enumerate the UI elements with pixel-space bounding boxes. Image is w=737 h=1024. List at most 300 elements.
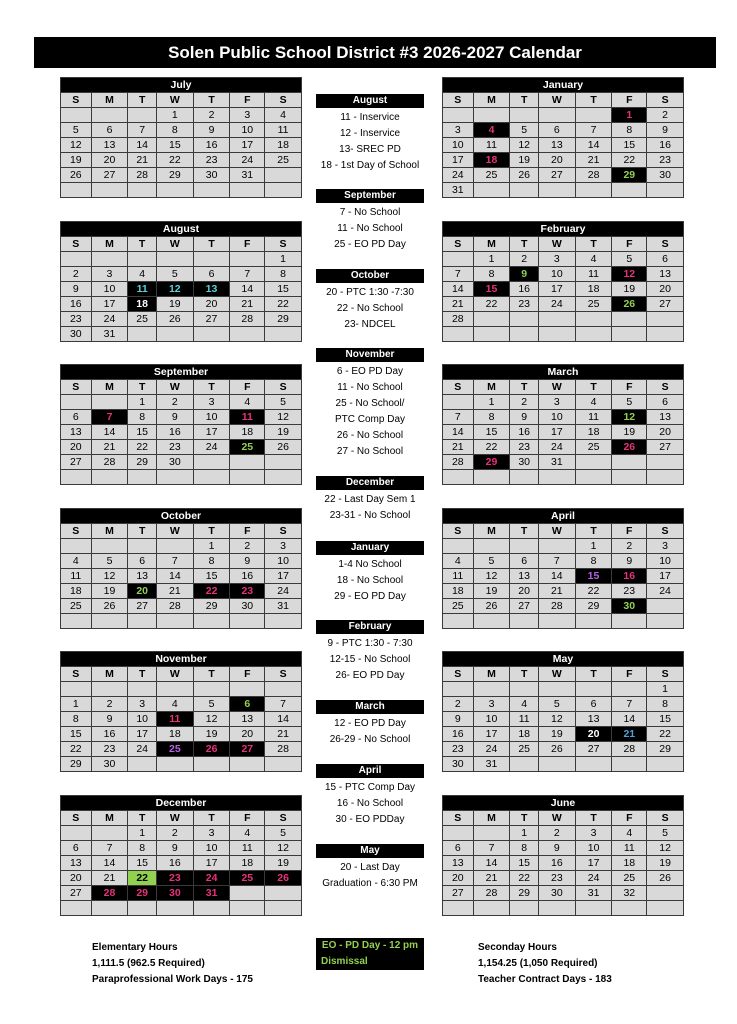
event-line: 30 - EO PDDay [335,814,405,825]
day-cell: 11 [265,123,302,138]
month-name: November [61,652,302,667]
event-line: 20 - Last Day [340,862,400,873]
day-cell: 28 [230,312,265,327]
day-cell: 18 [510,727,539,742]
day-cell: 15 [575,569,612,584]
day-cell: 7 [91,410,128,425]
day-cell: 5 [538,697,575,712]
empty-day-cell [538,327,575,342]
event-line: 1-4 No School [338,559,402,570]
day-cell: 8 [128,410,157,425]
day-cell: 21 [156,584,193,599]
day-cell: 15 [193,569,230,584]
day-cell: 27 [61,886,92,901]
empty-day-cell [128,901,157,916]
weekday-header: T [575,667,612,682]
day-cell: 14 [538,569,575,584]
day-cell: 8 [575,554,612,569]
empty-day-cell [647,614,684,629]
day-cell: 20 [230,727,265,742]
empty-day-cell [193,614,230,629]
month-name: May [443,652,684,667]
day-cell: 19 [91,584,128,599]
day-cell: 30 [91,757,128,772]
events-november [316,348,424,460]
day-cell: 26 [91,599,128,614]
day-cell: 20 [193,297,230,312]
empty-day-cell [473,327,510,342]
empty-day-cell [647,757,684,772]
empty-day-cell [538,183,575,198]
day-cell: 11 [575,410,612,425]
day-cell: 26 [510,168,539,183]
day-cell: 2 [193,108,230,123]
day-cell: 1 [265,252,302,267]
empty-day-cell [156,539,193,554]
event-line: 7 - No School [339,207,401,218]
empty-day-cell [230,886,265,901]
day-cell: 19 [61,153,92,168]
day-cell: 22 [473,440,510,455]
day-cell: 31 [230,168,265,183]
weekday-header: T [575,524,612,539]
empty-day-cell [193,252,230,267]
day-cell: 30 [193,168,230,183]
empty-day-cell [265,470,302,485]
day-cell: 29 [265,312,302,327]
day-cell: 25 [510,742,539,757]
day-cell: 2 [647,108,684,123]
month-jul [60,77,302,198]
month-name: February [443,222,684,237]
day-cell: 14 [91,425,128,440]
empty-day-cell [91,826,128,841]
events-april [316,764,424,828]
day-cell: 6 [647,395,684,410]
day-cell: 17 [193,425,230,440]
day-cell: 9 [647,123,684,138]
day-cell: 5 [612,395,647,410]
day-cell: 18 [575,425,612,440]
day-cell: 24 [443,168,474,183]
weekday-header: M [473,811,510,826]
day-cell: 25 [156,742,193,757]
day-cell: 30 [510,455,539,470]
weekday-header: S [265,811,302,826]
day-cell: 22 [575,584,612,599]
weekday-header: F [230,524,265,539]
day-cell: 25 [443,599,474,614]
legend-eo-pd [316,938,424,970]
event-line: Graduation - 6:30 PM [322,878,418,889]
weekday-header: T [510,237,539,252]
month-may [442,651,684,772]
weekday-header: S [265,93,302,108]
empty-day-cell [128,614,157,629]
legend-line-2: Dismissal [321,956,368,967]
weekday-header: S [647,667,684,682]
empty-day-cell [230,614,265,629]
event-line: 29 - EO PD Day [334,591,406,602]
empty-day-cell [61,539,92,554]
empty-day-cell [91,252,128,267]
day-cell: 26 [647,871,684,886]
event-line: 12-15 - No School [329,654,411,665]
month-oct [60,508,302,629]
month-name: January [443,78,684,93]
day-cell: 11 [61,569,92,584]
events-month-heading: March [316,700,424,714]
weekday-header: F [230,237,265,252]
weekday-header: T [575,811,612,826]
day-cell: 30 [538,886,575,901]
empty-day-cell [510,614,539,629]
month-nov [60,651,302,772]
weekday-header: S [647,93,684,108]
event-line: 12 - EO PD Day [334,718,406,729]
event-line: 11 - No School [337,382,403,393]
event-line: 25 - EO PD Day [334,239,406,250]
month-dec [60,795,302,916]
weekday-header: W [156,811,193,826]
day-cell: 22 [193,584,230,599]
day-cell: 12 [61,138,92,153]
day-cell: 28 [128,168,157,183]
day-cell: 27 [193,312,230,327]
day-cell: 25 [61,599,92,614]
day-cell: 26 [156,312,193,327]
day-cell: 2 [510,395,539,410]
day-cell: 28 [575,168,612,183]
day-cell: 5 [61,123,92,138]
weekday-header: S [265,667,302,682]
weekday-header: T [128,667,157,682]
day-cell: 2 [612,539,647,554]
empty-day-cell [443,901,474,916]
day-cell: 6 [61,410,92,425]
day-cell: 27 [647,297,684,312]
day-cell: 2 [510,252,539,267]
empty-day-cell [193,682,230,697]
day-cell: 16 [510,425,539,440]
day-cell: 26 [265,871,302,886]
day-cell: 22 [612,153,647,168]
day-cell: 7 [473,841,510,856]
empty-day-cell [230,252,265,267]
weekday-header: W [156,237,193,252]
day-cell: 28 [473,886,510,901]
empty-day-cell [61,395,92,410]
weekday-header: S [265,380,302,395]
day-cell: 5 [91,554,128,569]
day-cell: 6 [647,252,684,267]
day-cell: 19 [647,856,684,871]
empty-day-cell [91,682,128,697]
day-cell: 6 [91,123,128,138]
day-cell: 17 [647,569,684,584]
day-cell: 25 [575,297,612,312]
empty-day-cell [230,682,265,697]
day-cell: 16 [443,727,474,742]
empty-day-cell [538,757,575,772]
day-cell: 23 [230,584,265,599]
day-cell: 25 [612,871,647,886]
weekday-header: T [128,380,157,395]
day-cell: 16 [230,569,265,584]
weekday-header: T [575,237,612,252]
weekday-header: T [510,380,539,395]
day-cell: 23 [443,742,474,757]
weekday-header: S [443,811,474,826]
weekday-header: T [128,93,157,108]
empty-day-cell [265,757,302,772]
weekday-header: T [510,524,539,539]
weekday-header: S [647,237,684,252]
day-cell: 23 [156,440,193,455]
empty-day-cell [647,901,684,916]
day-cell: 14 [443,425,474,440]
empty-day-cell [443,539,474,554]
day-cell: 22 [265,297,302,312]
day-cell: 16 [193,138,230,153]
empty-day-cell [575,682,612,697]
empty-day-cell [510,108,539,123]
day-cell: 17 [128,727,157,742]
day-cell: 22 [128,871,157,886]
empty-day-cell [612,470,647,485]
day-cell: 29 [612,168,647,183]
empty-day-cell [265,682,302,697]
day-cell: 22 [156,153,193,168]
day-cell: 21 [91,440,128,455]
day-cell: 26 [61,168,92,183]
weekday-header: S [647,811,684,826]
day-cell: 21 [128,153,157,168]
day-cell: 17 [91,297,128,312]
day-cell: 21 [230,297,265,312]
day-cell: 24 [538,297,575,312]
day-cell: 11 [230,410,265,425]
day-cell: 18 [61,584,92,599]
day-cell: 5 [265,395,302,410]
empty-day-cell [193,327,230,342]
day-cell: 13 [647,267,684,282]
day-cell: 3 [473,697,510,712]
day-cell: 3 [647,539,684,554]
event-line: 9 - PTC 1:30 - 7:30 [327,638,413,649]
day-cell: 6 [193,267,230,282]
weekday-header: F [612,380,647,395]
day-cell: 14 [156,569,193,584]
day-cell: 11 [128,282,157,297]
day-cell: 13 [538,138,575,153]
event-line: 16 - No School [336,798,404,809]
day-cell: 7 [230,267,265,282]
day-cell: 5 [612,252,647,267]
day-cell: 4 [128,267,157,282]
day-cell: 14 [91,856,128,871]
weekday-header: F [612,237,647,252]
weekday-header: T [510,93,539,108]
day-cell: 21 [443,440,474,455]
day-cell: 3 [193,826,230,841]
day-cell: 24 [128,742,157,757]
day-cell: 17 [538,425,575,440]
event-line: 27 - No School [336,446,404,457]
weekday-header: W [156,93,193,108]
day-cell: 14 [265,712,302,727]
day-cell: 2 [156,826,193,841]
empty-day-cell [443,395,474,410]
day-cell: 1 [575,539,612,554]
empty-day-cell [443,682,474,697]
empty-day-cell [61,470,92,485]
empty-day-cell [156,183,193,198]
day-cell: 8 [156,123,193,138]
day-cell: 23 [510,440,539,455]
day-cell: 11 [612,841,647,856]
event-line: PTC Comp Day [334,414,405,425]
empty-day-cell [61,252,92,267]
event-line: 25 - No School/ [335,398,405,409]
day-cell: 25 [473,168,510,183]
event-line: 12 - Inservice [339,128,401,139]
day-cell: 31 [91,327,128,342]
events-month-heading: May [316,844,424,858]
day-cell: 4 [230,826,265,841]
day-cell: 12 [612,410,647,425]
day-cell: 15 [473,425,510,440]
day-cell: 26 [612,297,647,312]
day-cell: 9 [510,267,539,282]
day-cell: 29 [473,455,510,470]
day-cell: 16 [510,282,539,297]
empty-day-cell [156,614,193,629]
day-cell: 19 [538,727,575,742]
event-line: 11 - Inservice [340,112,400,123]
day-cell: 31 [265,599,302,614]
day-cell: 12 [647,841,684,856]
day-cell: 27 [510,599,539,614]
day-cell: 27 [230,742,265,757]
empty-day-cell [156,470,193,485]
weekday-header: T [193,667,230,682]
day-cell: 14 [128,138,157,153]
day-cell: 24 [647,584,684,599]
secondary-hours-value: 1,154.25 (1,050 Required) [478,958,598,969]
day-cell: 27 [128,599,157,614]
day-cell: 4 [265,108,302,123]
day-cell: 6 [230,697,265,712]
day-cell: 16 [612,569,647,584]
empty-day-cell [193,470,230,485]
teacher-contract-days: Teacher Contract Days - 183 [478,974,612,985]
day-cell: 17 [473,727,510,742]
day-cell: 7 [443,267,474,282]
day-cell: 24 [91,312,128,327]
day-cell: 17 [265,569,302,584]
day-cell: 16 [91,727,128,742]
day-cell: 15 [61,727,92,742]
day-cell: 17 [443,153,474,168]
empty-day-cell [647,312,684,327]
day-cell: 9 [443,712,474,727]
day-cell: 11 [156,712,193,727]
day-cell: 31 [473,757,510,772]
empty-day-cell [193,757,230,772]
day-cell: 12 [265,410,302,425]
day-cell: 28 [443,312,474,327]
day-cell: 15 [510,856,539,871]
empty-day-cell [473,312,510,327]
event-line: 23- NDCEL [344,319,396,330]
day-cell: 15 [156,138,193,153]
day-cell: 20 [91,153,128,168]
empty-day-cell [443,826,474,841]
event-line: 15 - PTC Comp Day [324,782,416,793]
day-cell: 6 [510,554,539,569]
events-september [316,189,424,253]
weekday-header: W [538,237,575,252]
day-cell: 1 [193,539,230,554]
day-cell: 3 [91,267,128,282]
day-cell: 7 [156,554,193,569]
day-cell: 2 [443,697,474,712]
empty-day-cell [473,901,510,916]
weekday-header: F [612,93,647,108]
empty-day-cell [230,757,265,772]
empty-day-cell [538,470,575,485]
events-month-heading: January [316,541,424,555]
day-cell: 8 [612,123,647,138]
event-line: 18 - No School [336,575,404,586]
empty-day-cell [575,757,612,772]
day-cell: 28 [538,599,575,614]
empty-day-cell [575,327,612,342]
day-cell: 15 [265,282,302,297]
day-cell: 20 [575,727,612,742]
events-month-heading: November [316,348,424,362]
day-cell: 26 [473,599,510,614]
events-december [316,476,424,524]
day-cell: 23 [91,742,128,757]
weekday-header: T [193,380,230,395]
weekday-header: S [61,811,92,826]
empty-day-cell [230,455,265,470]
day-cell: 15 [128,425,157,440]
empty-day-cell [575,108,612,123]
day-cell: 24 [230,153,265,168]
empty-day-cell [510,682,539,697]
empty-day-cell [510,312,539,327]
month-name: October [61,509,302,524]
day-cell: 29 [128,886,157,901]
events-august [316,94,424,174]
empty-day-cell [91,901,128,916]
event-line: 11 - No School [337,223,403,234]
day-cell: 3 [193,395,230,410]
weekday-header: F [230,667,265,682]
day-cell: 30 [156,886,193,901]
day-cell: 25 [265,153,302,168]
weekday-header: F [612,524,647,539]
day-cell: 4 [510,697,539,712]
event-line: 13- SREC PD [339,144,401,155]
day-cell: 20 [128,584,157,599]
day-cell: 3 [230,108,265,123]
empty-day-cell [443,470,474,485]
day-cell: 13 [128,569,157,584]
